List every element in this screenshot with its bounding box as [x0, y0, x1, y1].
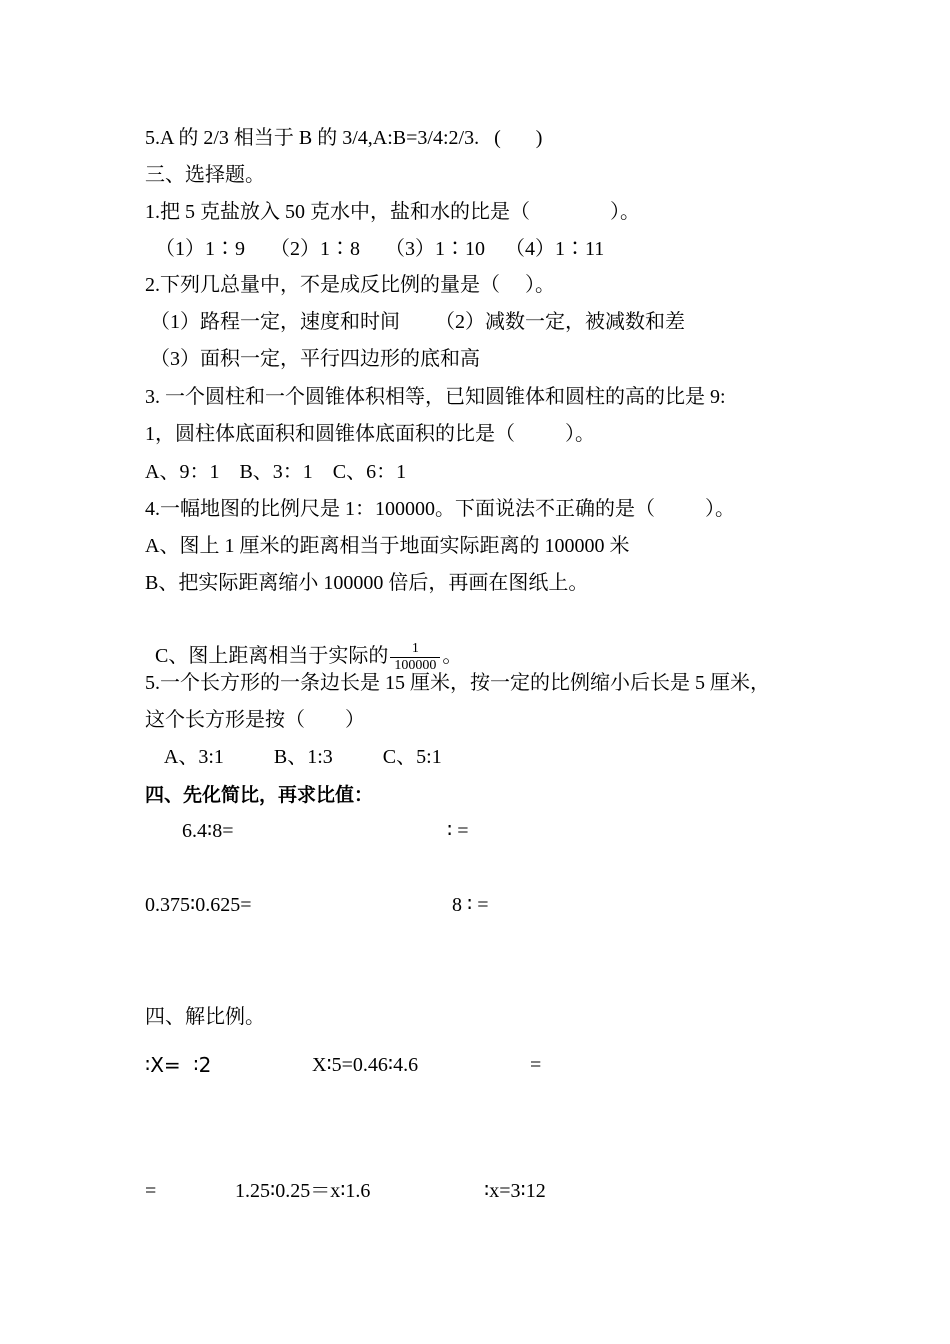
- question-5: 5.一个长方形的一条边长是 15 厘米，按一定的比例缩小后长是 5 厘米，: [145, 672, 770, 694]
- question-4-option-c: [145, 617, 462, 674]
- question-3-options: A、9：1 B、3：1 C、6：1: [145, 461, 407, 483]
- solve-1: [145, 1053, 211, 1078]
- question-5-options: A、3:1 B、1:3 C、5:1: [145, 746, 442, 768]
- section-choice-heading: 三、选择题。: [145, 164, 265, 186]
- simplify-1b: ∶ =: [447, 820, 469, 842]
- question-4: 4.一幅地图的比例尺是 1：100000。下面说法不正确的是（ ）。: [145, 498, 735, 520]
- question-2-options-a: （1）路程一定，速度和时间 （2）减数一定，被减数和差: [145, 311, 685, 333]
- solve-3: =: [530, 1054, 542, 1076]
- section-solve-heading: 四、解比例。: [145, 1006, 265, 1028]
- question-1: 1.把 5 克盐放入 50 克水中，盐和水的比是（ ）。: [145, 201, 640, 223]
- question-5-cont: 这个长方形是按（ ）: [145, 709, 365, 731]
- simplify-2b: 8 ∶ =: [452, 894, 489, 916]
- question-1-options: （1）1∶9 （2）1∶8 （3）1∶10 （4）1∶11: [145, 238, 605, 260]
- question-4-option-b: B、把实际距离缩小 100000 倍后，再画在图纸上。: [145, 572, 589, 594]
- section-simplify-heading: 四、先化简比，再求比值：: [145, 784, 374, 806]
- fraction-denominator: 100000: [390, 657, 440, 674]
- question-2-options-b: （3）面积一定，平行四边形的底和高: [145, 348, 480, 370]
- line-true-false-5: 5.A 的 2/3 相当于 B 的 3/4,A:B=3/4:2/3. ( ): [145, 127, 543, 149]
- solve-4: =: [145, 1180, 157, 1202]
- solve-6: ∶x=3∶12: [484, 1180, 546, 1202]
- solve-2: X∶5=0.46∶4.6: [312, 1054, 419, 1076]
- solve-5: 1.25∶0.25＝x∶1.6: [235, 1180, 371, 1202]
- solve-1-text: ∶X= ∶2: [145, 1053, 212, 1077]
- fraction-numerator: 1: [411, 641, 419, 656]
- simplify-2a: 0.375∶0.625=: [145, 894, 252, 916]
- question-3-cont: 1，圆柱体底面积和圆锥体底面积的比是（ ）。: [145, 423, 595, 445]
- fraction: [390, 641, 440, 674]
- question-4-option-a: A、图上 1 厘米的距离相当于地面实际距离的 100000 米: [145, 535, 630, 557]
- option-c-end: 。: [442, 645, 463, 668]
- simplify-1a: 6.4∶8=: [182, 820, 234, 842]
- question-2: 2.下列几总量中，不是成反比例的量是（ ）。: [145, 274, 555, 296]
- question-3: 3. 一个圆柱和一个圆锥体积相等，已知圆锥体和圆柱的高的比是 9:: [145, 386, 726, 408]
- option-c-text: C、图上距离相当于实际的: [155, 645, 389, 668]
